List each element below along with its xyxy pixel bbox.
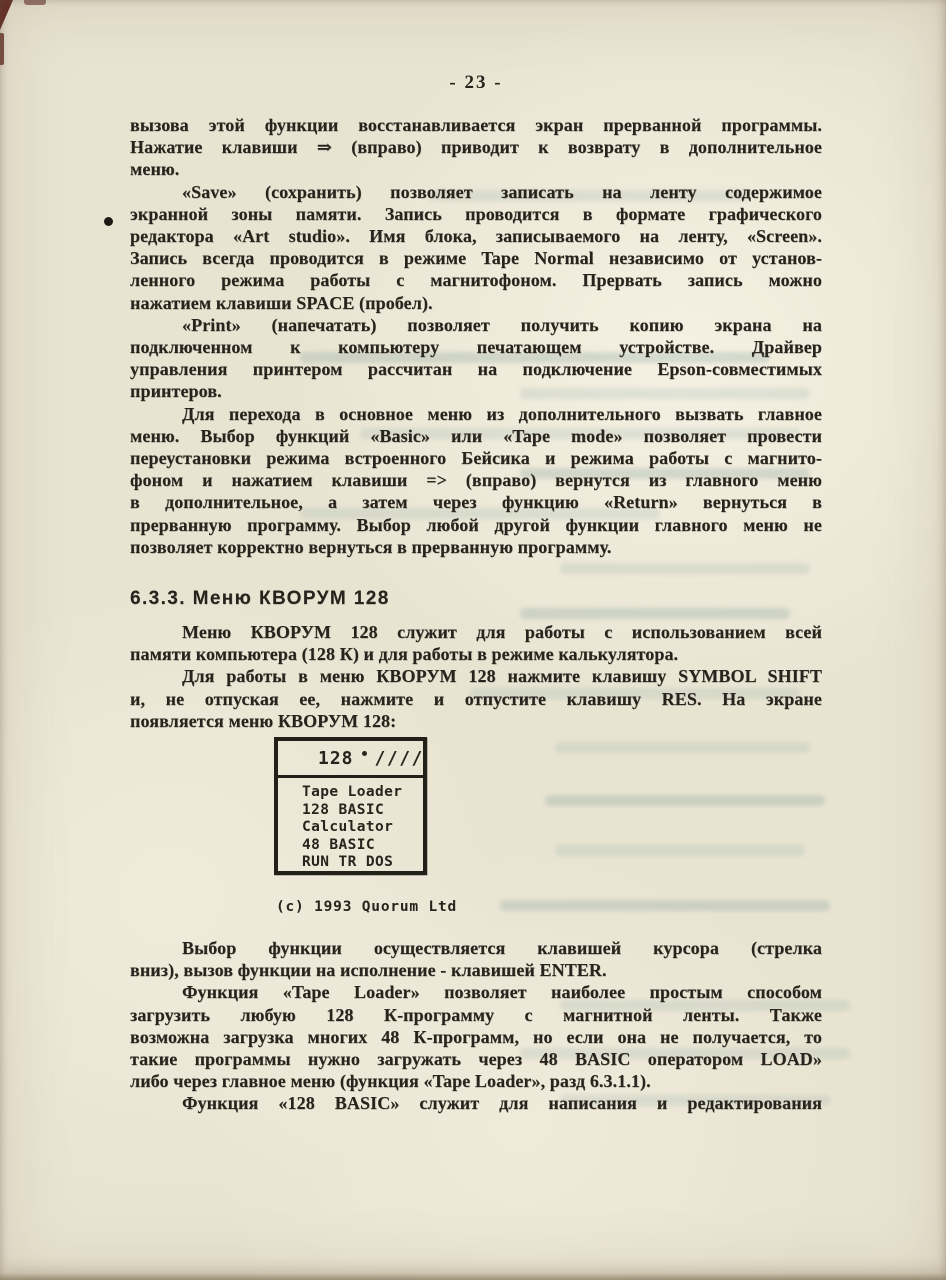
text-line: меню. xyxy=(130,159,180,180)
bleed-through-line xyxy=(500,900,830,911)
text-line: редактора «Art studio». Имя блока, записываемого на ленту, «Screen». xyxy=(130,226,822,247)
text-line: в дополнительное, а затем через функцию «Return» вернуться в xyxy=(130,492,822,513)
text-line: Для перехода в основное меню из дополнительного вызвать главное xyxy=(182,403,822,424)
text-line: управления принтером рассчитан на подключение Epson-совместимых xyxy=(130,359,822,380)
menu-item-list xyxy=(278,778,423,872)
bleed-through-line xyxy=(555,845,805,856)
text-line: Меню КВОРУМ 128 служит для работы с использованием всей xyxy=(182,622,822,642)
bleed-through-line xyxy=(545,795,825,806)
section-heading: 6.3.3. Меню КВОРУМ 128 xyxy=(130,588,390,609)
text-line: позволяет корректно вернуться в прерванную программу. xyxy=(130,536,612,557)
body-text-top xyxy=(130,114,822,558)
text-line: Выбор функции осуществляется клавишей курсора (стрелка xyxy=(182,938,822,958)
menu-item: 128 BASIC xyxy=(302,801,385,818)
text-line: Функция «128 BASIC» служит для написания и редактирования xyxy=(182,1093,822,1114)
body-text-bottom xyxy=(130,937,822,1115)
paragraph xyxy=(130,403,822,558)
menu-item: RUN TR DOS xyxy=(302,854,394,870)
paragraph xyxy=(130,114,822,181)
paragraph xyxy=(130,981,822,1092)
copyright-line: (c) 1993 Quorum Ltd xyxy=(276,899,458,915)
quorum-128-menu-figure xyxy=(274,737,427,875)
paragraph xyxy=(130,621,822,665)
paragraph xyxy=(130,314,822,403)
text-line: подключенном к компьютеру печатающем устройстве. Драйвер xyxy=(130,337,822,358)
scan-corner-mark xyxy=(0,0,13,30)
text-line: вызова этой функции восстанавливается экран прерванной программы. xyxy=(130,115,822,135)
page-number: - 23 - xyxy=(449,72,503,93)
text-line: загрузить любую 128 К-программу с магнитной ленты. Также xyxy=(130,1004,822,1025)
text-line: вниз), вызов функции на исполнение - клавишей ENTER. xyxy=(130,960,607,981)
text-line: принтеров. xyxy=(130,381,222,402)
text-line: переустановки режима встроенного Бейсика и режима работы с магнито- xyxy=(130,448,822,469)
menu-header xyxy=(278,741,423,778)
paragraph xyxy=(130,665,822,732)
text-line: ленного режима работы с магнитофоном. Прервать запись можно xyxy=(130,270,822,291)
scan-edge-mark xyxy=(0,33,4,65)
margin-ink-dot xyxy=(104,217,113,226)
bleed-through-line xyxy=(560,563,810,574)
text-line: памяти компьютера (128 К) и для работы в режиме калькулятора. xyxy=(130,644,679,665)
bleed-through-line xyxy=(520,608,790,619)
text-line: Запись всегда проводится в режиме Tape Normal независимо от установ- xyxy=(130,248,822,269)
text-line: нажатием клавиши SPACE (пробел). xyxy=(130,292,433,313)
menu-item: Tape Loader xyxy=(302,784,403,800)
text-line: экранной зоны памяти. Запись проводится в формате графического xyxy=(130,203,822,224)
text-line: Функция «Tape Loader» позволяет наиболее простым способом xyxy=(182,982,822,1003)
text-line: Для работы в меню КВОРУМ 128 нажмите клавишу SYMBOL SHIFT xyxy=(182,666,822,687)
text-line: появляется меню КВОРУМ 128: xyxy=(130,710,397,731)
text-line: и, не отпуская ее, нажмите и отпустите клавишу RES. На экране xyxy=(130,688,822,709)
text-line: прерванную программу. Выбор любой другой функции главного меню не xyxy=(130,514,822,535)
text-line: такие программы нужно загружать через 48 BASIC оператором LOAD» xyxy=(130,1049,822,1070)
text-line: Нажатие клавиши ⇒ (вправо) приводит к возврату в дополнительное xyxy=(130,137,822,158)
paragraph xyxy=(130,1092,822,1114)
body-text-middle xyxy=(130,621,822,732)
paragraph xyxy=(130,937,822,981)
text-line: фоном и нажатием клавиши => (вправо) вернутся из главного меню xyxy=(130,470,822,491)
paragraph xyxy=(130,181,822,314)
menu-item: Calculator xyxy=(302,819,394,835)
menu-header-slashes: //// xyxy=(374,747,424,769)
text-line: либо через главное меню (функция «Tape Loader», разд 6.3.1.1). xyxy=(130,1071,651,1092)
menu-item: 48 BASIC xyxy=(302,836,376,853)
text-line: меню. Выбор функций «Basic» или «Tape mode» позволяет провести xyxy=(130,425,822,446)
menu-header-title: 128 xyxy=(318,747,354,769)
bleed-through-line xyxy=(555,742,810,753)
scan-top-streak xyxy=(24,0,46,5)
page-bottom-edge-shadow xyxy=(0,1273,946,1280)
text-line: возможна загрузка многих 48 К-программ, но если она не получается, то xyxy=(130,1026,822,1047)
text-line: «Print» (напечатать) позволяет получить копию экрана на xyxy=(182,314,822,335)
ink-speck xyxy=(362,751,367,756)
text-line: «Save» (сохранить) позволяет записать на ленту содержимое xyxy=(182,181,822,202)
